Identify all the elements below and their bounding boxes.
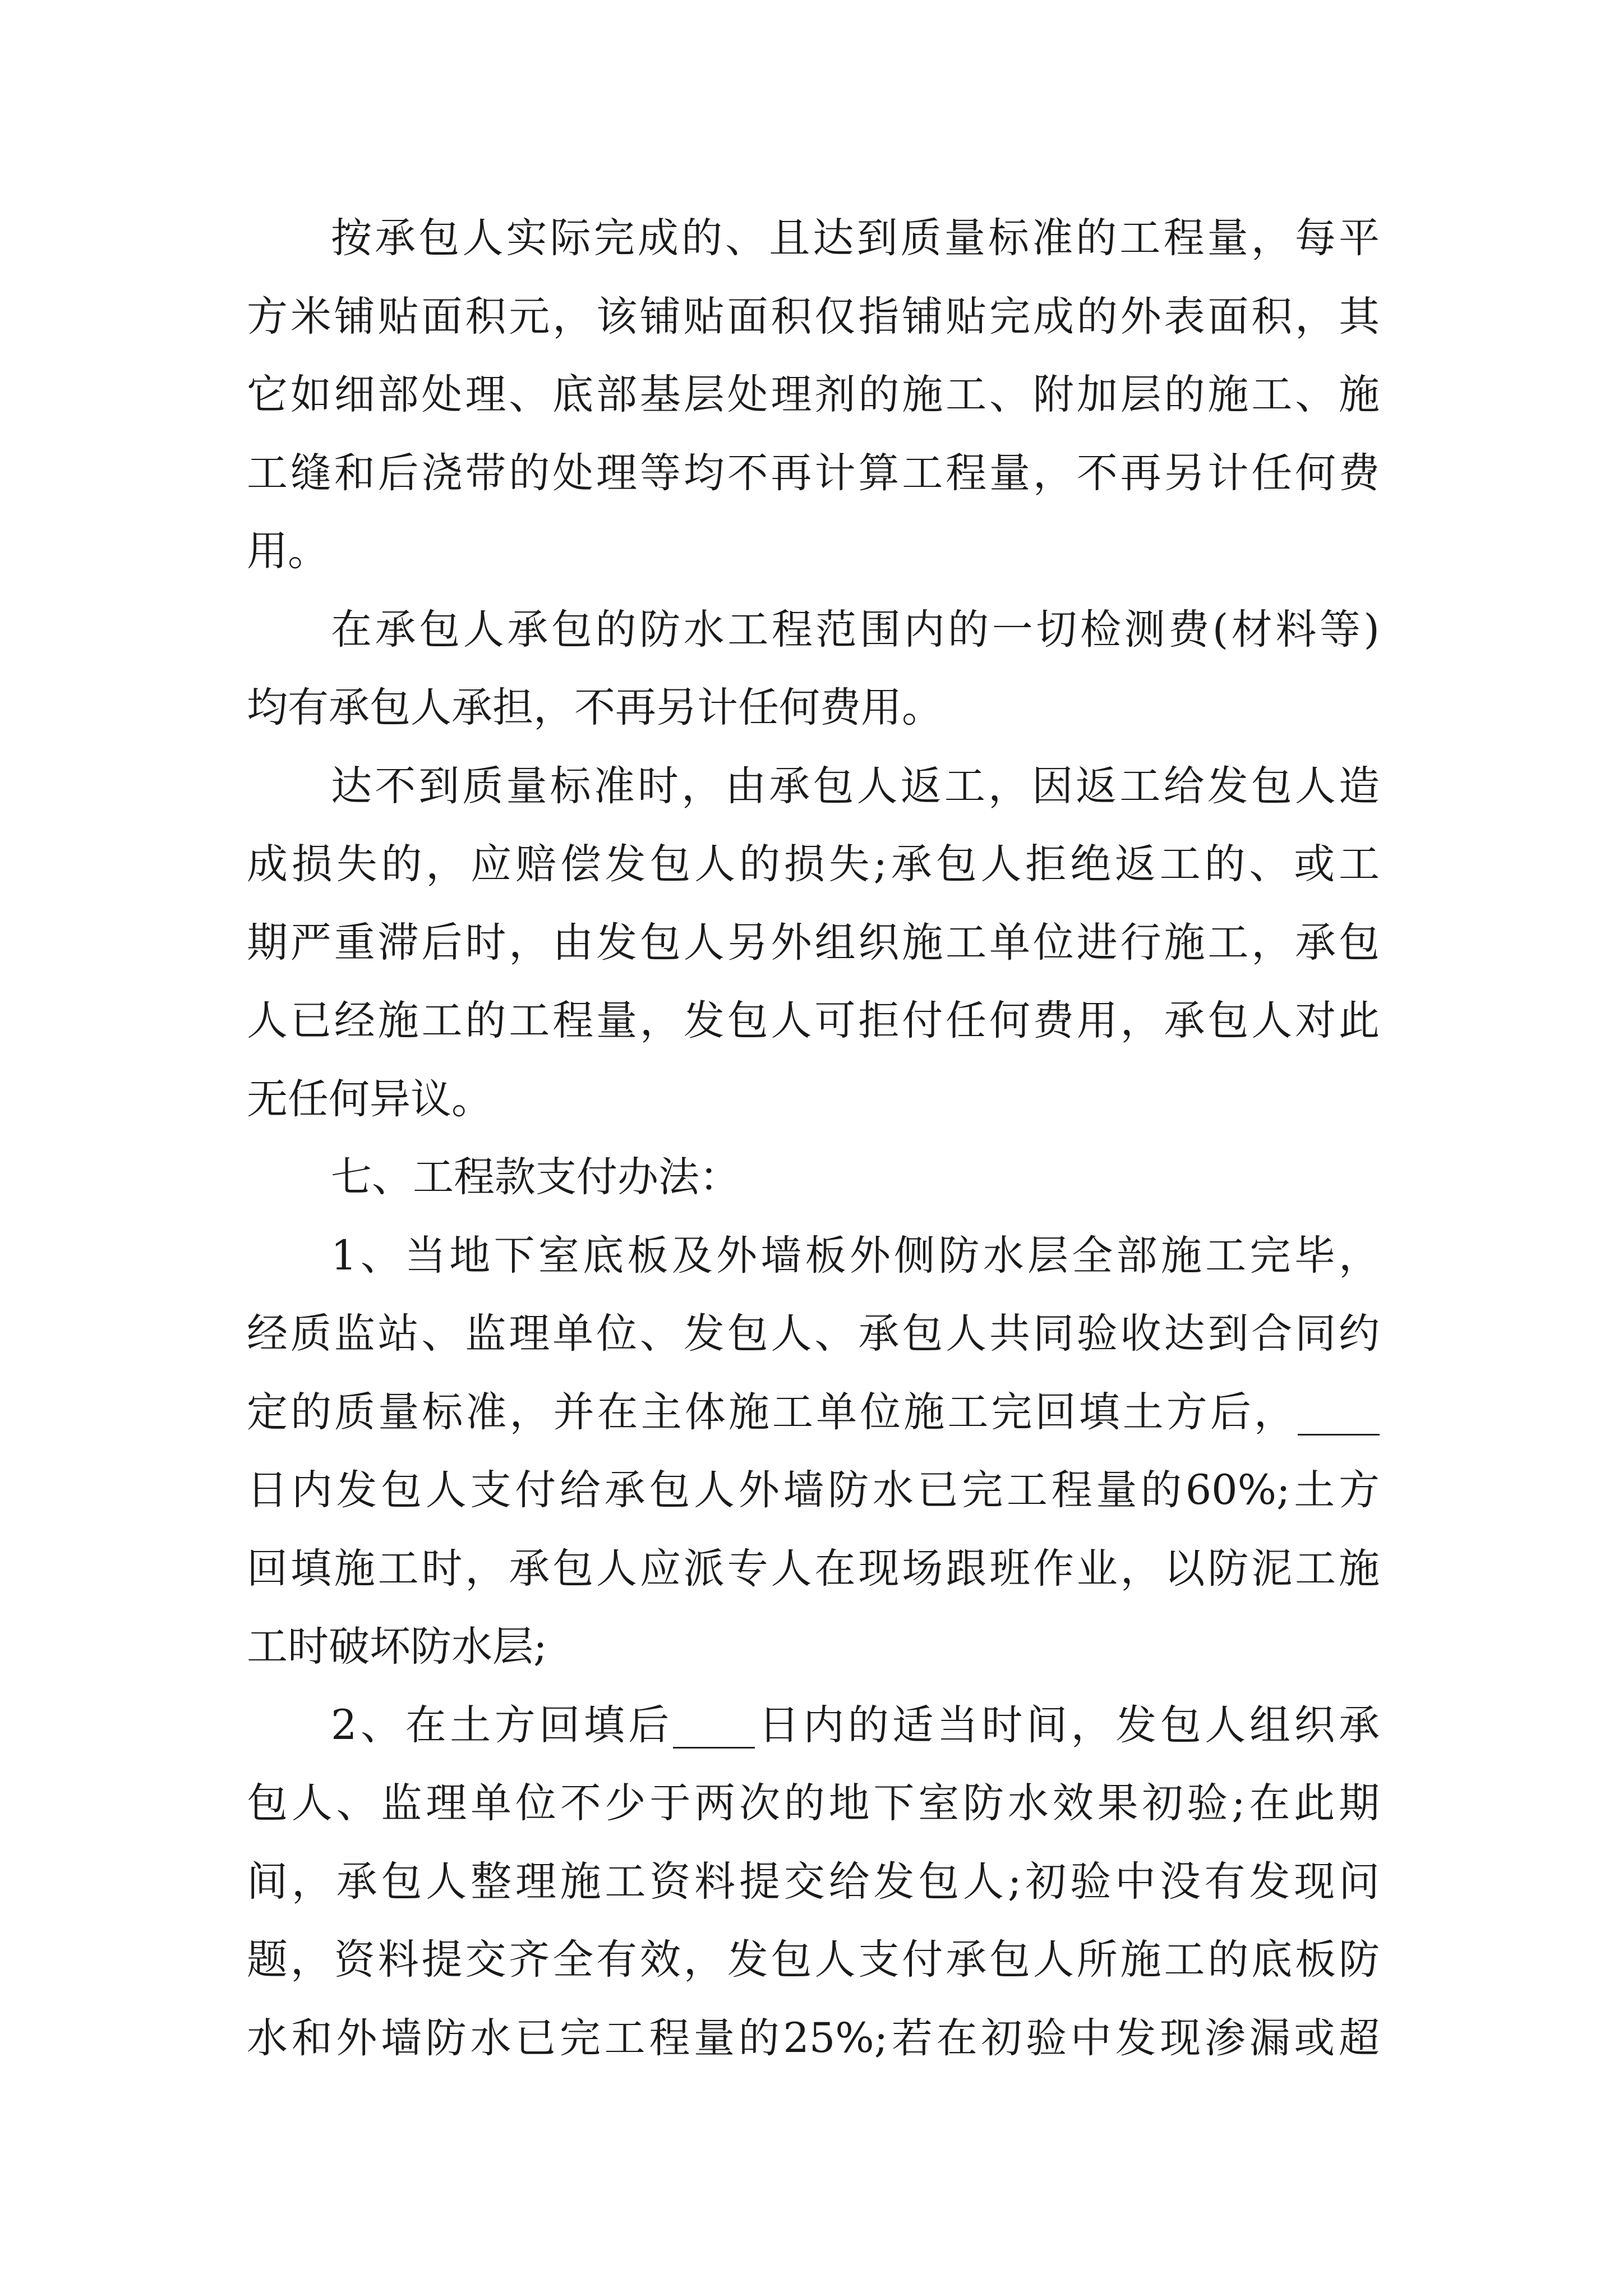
item-1-line-3: 定的质量标准，并在主体施工单位施工完回填土方后，____ [247, 1388, 1380, 1436]
item-2-line-2: 包人、监理单位不少于两次的地下室防水效果初验;在此期 [247, 1779, 1380, 1827]
paragraph-3-line-3: 期严重滞后时，由发包人另外组织施工单位进行施工，承包 [247, 918, 1380, 967]
item-1-line-2: 经质监站、监理单位、发包人、承包人共同验收达到合同约 [247, 1310, 1380, 1358]
item-2-line-4: 题，资料提交齐全有效，发包人支付承包人所施工的底板防 [247, 1936, 1380, 1984]
document-body [247, 199, 1380, 2077]
section-heading-payment: 七、工程款支付办法： [331, 1153, 740, 1201]
item-2-line-1: 2、在土方回填后____日内的适当时间，发包人组织承 [331, 1701, 1380, 1749]
paragraph-1-line-4: 工缝和后浇带的处理等均不再计算工程量，不再另计任何费 [247, 449, 1380, 497]
item-1-line-6: 工时破坏防水层; [247, 1623, 547, 1671]
paragraph-3-line-5: 无任何异议。 [247, 1075, 492, 1123]
item-1-line-4: 日内发包人支付给承包人外墙防水已完工程量的60%;土方 [247, 1466, 1380, 1514]
paragraph-1-line-1: 按承包人实际完成的、且达到质量标准的工程量，每平 [331, 214, 1380, 262]
paragraph-3-line-1: 达不到质量标准时，由承包人返工，因返工给发包人造 [331, 762, 1380, 810]
paragraph-2-line-2: 均有承包人承担，不再另计任何费用。 [247, 684, 943, 731]
paragraph-3-line-2: 成损失的，应赔偿发包人的损失;承包人拒绝返工的、或工 [247, 840, 1380, 888]
item-1-line-5: 回填施工时，承包人应派专人在现场跟班作业，以防泥工施 [247, 1544, 1380, 1593]
paragraph-2-line-1: 在承包人承包的防水工程范围内的一切检测费(材料等) [331, 605, 1380, 654]
item-1-line-1: 1、当地下室底板及外墙板外侧防水层全部施工完毕， [331, 1231, 1380, 1280]
paragraph-1-line-3: 它如细部处理、底部基层处理剂的施工、附加层的施工、施 [247, 371, 1380, 418]
item-2-line-3: 间，承包人整理施工资料提交给发包人;初验中没有发现问 [247, 1857, 1380, 1906]
paragraph-1-line-5: 用。 [247, 527, 329, 575]
item-2-line-5: 水和外墙防水已完工程量的25%;若在初验中发现渗漏或超 [247, 2014, 1380, 2062]
paragraph-3-line-4: 人已经施工的工程量，发包人可拒付任何费用，承包人对此 [247, 997, 1380, 1045]
paragraph-1-line-2: 方米铺贴面积元，该铺贴面积仅指铺贴完成的外表面积，其 [247, 292, 1380, 341]
